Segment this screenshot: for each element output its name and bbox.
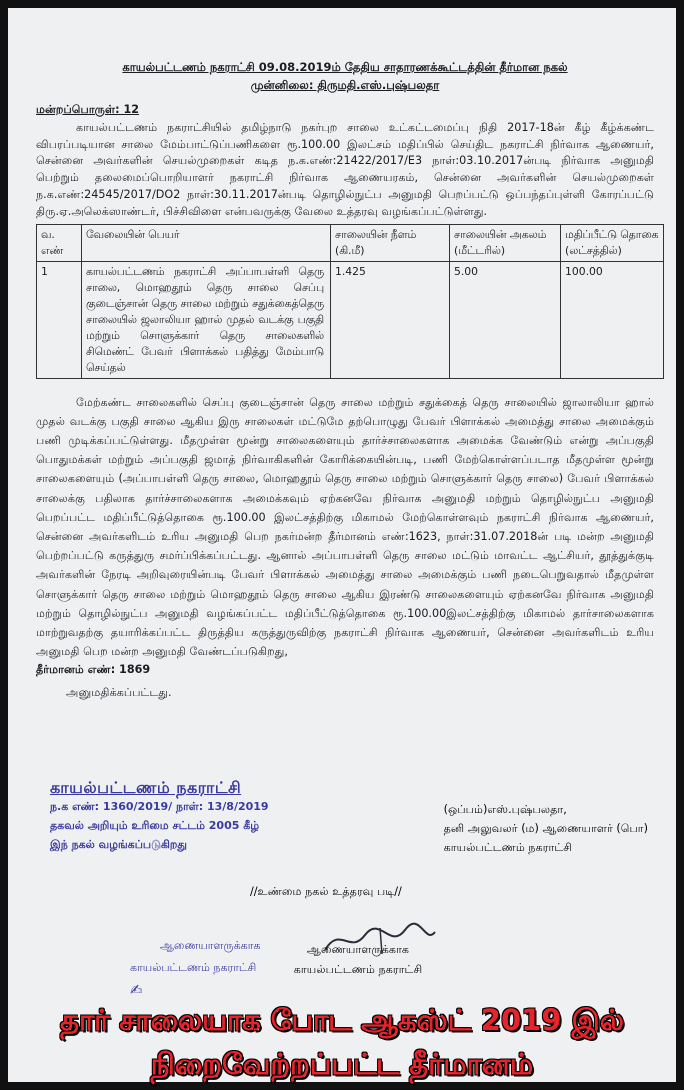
table-row bbox=[37, 261, 664, 378]
header-work: வேலையின் பெயர் bbox=[82, 224, 331, 261]
office-stamp-line-1: ஆணையாளருக்காக bbox=[160, 939, 261, 952]
intro-paragraph: காயல்பட்டணம் நகராட்சியில் தமிழ்நாடு நகர்புற சாலை உட்கட்டமைப்பு நிதி 2017-18ன் கீழ் கீழ்க்கண்ட விபரப்படியான சாலை மேம்பாட்டுப்பணிகளை ரூ.100.00 இலட்சம் மதிப்பில் செய்திட நகராட்சி நிர்வாக ஆணையர், சென்னை அவர்களின் செயல்முறைகள் கடித ந.க.எண்:21422/2017/E3 நாள்:03.10.2017ன்படி நிர்வாக அனுமதி பெற்றும் தலைமைப்பொறியாளர் நகராட்சி நிர்வாக ஆணையரகம், சென்னை அவர்களின் செயல்முறைகள் ந.க.எண்:24545/2017/DO2 நாள்:30.11.2017ன்படி தொழில்நுட்ப அனுமதி பெறப்பட்டு ஒப்பந்தப்புள்ளி கோரப்பட்டு திரு.ஏ.அலெக்ஸாண்டர், பிச்சிவிளை என்பவருக்கு வேலை உத்தரவு வழங்கப்பட்டுள்ளது. bbox=[36, 120, 654, 218]
for-commissioner-line-1: ஆணையாளருக்காக bbox=[306, 943, 410, 956]
caption-line-1: தார் சாலையாக போட ஆகஸ்ட் 2019 இல் bbox=[60, 1003, 624, 1037]
document-subtitle: முன்னிலை: திருமதி.எஸ்.புஷ்பலதா bbox=[250, 78, 440, 92]
header-amount: மதிப்பீட்டு தொகை (லட்சத்தில்) bbox=[561, 224, 664, 261]
rti-stamp bbox=[50, 778, 300, 854]
header-length: சாலையின் நீளம் (கி.மீ) bbox=[331, 224, 450, 261]
for-commissioner-block bbox=[248, 940, 468, 980]
approved-text: அனுமதிக்கப்பட்டது. bbox=[66, 686, 172, 700]
stamp-line-2: தகவல் அறியும் உரிமை சட்டம் 2005 கீழ் bbox=[50, 819, 260, 832]
cell-amount: 100.00 bbox=[561, 261, 664, 378]
cell-width: 5.00 bbox=[450, 261, 561, 378]
signatory-line-2: தனி அலுவலர் (ம) ஆணையாளர் (பொ) bbox=[443, 822, 648, 835]
header-sno: வ. எண் bbox=[37, 224, 82, 261]
body-paragraph: மேற்கண்ட சாலைகளில் செப்பு குடைஞ்சான் தெரு சாலை மற்றும் சதுக்கைத் தெரு சாலையில் ஜாலாலியா ஹால் முதல் வடக்கு பகுதி சாலை ஆகிய இரு சாலைகள் மட்டுமே தற்பொழுது பேவர் பிளாக்கல் அமைத்து சாலை அமைக்கும் பணி முடிக்கப்பட்டுள்ளது. மீதமுள்ள மூன்று சாலைகளையும் தார்ச்சாலைகளாக அமைக்க வேண்டும் என்று அப்பகுதி பொதுமக்கள் மற்றும் அப்பகுதி ஜமாத் நிர்வாகிகளின் கோரிக்கையின்படி, பணி மேற்கொள்ளப்படாத மீதமுள்ள மூன்று சாலைகளையும் (அப்பாபள்ளி தெரு சாலை, மொஹதூம் தெரு சாலை மற்றும் சொளுக்கார் தெரு சாலை) பேவர் பிளாக்கல் சாலைக்கு பதிலாக தார்ச்சாலைகளாக அமைக்கவும் ஏற்கனவே நிர்வாக அனுமதி மற்றும் தொழில்நுட்ப அனுமதி பெறப்பட்ட மதிப்பீட்டுத்தொகை ரூ.100.00 இலட்சத்திற்கு மிகாமல் மேற்கொள்ளவும் நகராட்சி நிர்வாக ஆணையர், சென்னை அவர்களிடம் உரிய அனுமதி பெற நகர்மன்ற தீர்மானம் எண்:1623, நாள்:31.07.2018ன் படி மன்ற அனுமதி பெற்றப்பட்டு கருத்துரு சமர்ப்பிக்கப்பட்டது. ஆனால் அப்பாபள்ளி தெரு சாலை மட்டும் மாவட்ட ஆட்சியர், தூத்துக்குடி அவர்களின் நேரடி அறிவுரையின்படி பேவர் பிளாக்கல் அமைத்து சாலை அமைக்கும் பணி நடைபெறுவதால் மீதமுள்ள சொளுக்கார் தெரு சாலை மற்றும் மொஹதூம் தெரு சாலை ஆகிய இரண்டு சாலைகளையும் ஏற்கனவே நிர்வாக அனுமதி மற்றும் தொழில்நுட்ப அனுமதி வழங்கப்பட்ட மதிப்பீட்டுத்தொகை ரூ.100.00இலட்சத்திற்கு மிகாமல் தார்சாலைகளாக மாற்றுவதற்கு தயாரிக்கப்பட்ட திருத்திய கருத்துருவிற்கு நகராட்சி நிர்வாக ஆணையர், சென்னை அவர்களிடம் உரிய அனுமதி பெற மன்ற அனுமதி வேண்டப்படுகிறது, bbox=[36, 395, 654, 659]
stamp-title: காயல்பட்டணம் நகராட்சி bbox=[50, 778, 242, 797]
cell-work: காயல்பட்டணம் நகராட்சி அப்பாபள்ளி தெரு சாலை, மொஹதூம் தெரு சாலை செப்பு குடைஞ்சான் தெரு சாலை மற்றும் சதுக்கைத்தெரு சாலையில் ஜலாலியா ஹால் முதல் வடக்கு பகுதி மற்றும் சொளுக்கார் தெரு சாலைகளில் சிமெண்ட் பேவர் பிளாக்கல் பதித்து மேம்பாடு செய்தல் bbox=[82, 261, 331, 378]
document-title: காயல்பட்டணம் நகராட்சி 09.08.2019ம் தேதிய சாதாரணக்கூட்டத்தின் தீர்மான நகல் bbox=[122, 60, 568, 74]
initials-ink: ✍ bbox=[130, 981, 143, 999]
office-stamp-line-2: காயல்பட்டணம் நகராட்சி bbox=[130, 961, 257, 974]
header-width: சாலையின் அகலம் (மீட்டரில்) bbox=[450, 224, 561, 261]
signatory-line-3: காயல்பட்டணம் நகராட்சி bbox=[443, 841, 573, 854]
true-copy-line: //உண்மை நகல் உத்தரவு படி// bbox=[250, 885, 402, 898]
works-table bbox=[36, 224, 664, 379]
signatory-line-1: (ஒப்பம்)எஸ்.புஷ்பலதா, bbox=[443, 803, 567, 816]
stamp-line-3: இந் நகல் வழங்கப்படுகிறது bbox=[50, 838, 187, 851]
table-header-row bbox=[37, 224, 664, 261]
resolution-number: தீர்மானம் எண்: 1869 bbox=[36, 663, 151, 677]
cell-sno: 1 bbox=[37, 261, 82, 378]
signatory-block bbox=[444, 800, 648, 857]
office-stamp-small bbox=[130, 935, 260, 1001]
for-commissioner-line-2: காயல்பட்டணம் நகராட்சி bbox=[293, 963, 423, 976]
subject-number: மன்றப்பொருள்: 12 bbox=[36, 103, 140, 116]
cell-length: 1.425 bbox=[331, 261, 450, 378]
stamp-line-1: ந.க எண்: 1360/2019/ நாள்: 13/8/2019 bbox=[50, 800, 269, 813]
caption-line-2: நிறைவேற்றப்பட்ட தீர்மானம் bbox=[150, 1047, 534, 1081]
